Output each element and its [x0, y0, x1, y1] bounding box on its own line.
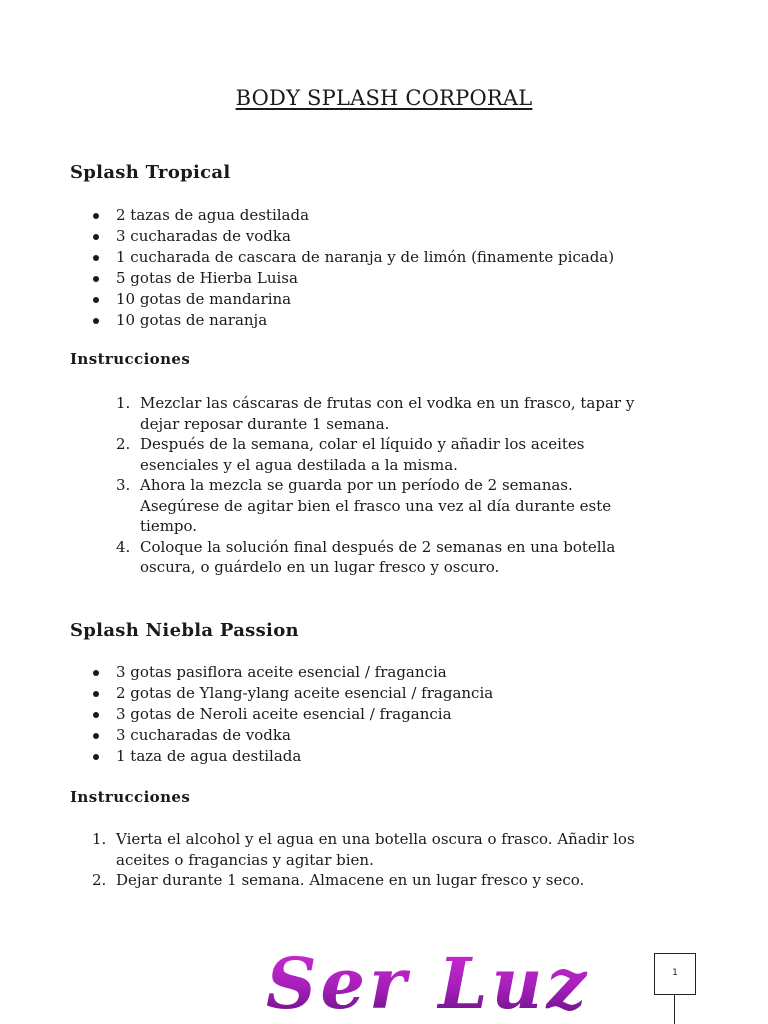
- step-text-line: dejar reposar durante 1 semana.: [140, 414, 390, 433]
- step-number: 2.: [116, 435, 131, 453]
- page-number-rule: [674, 995, 675, 1024]
- step-item: [92, 870, 635, 891]
- list-item: 10 gotas de mandarina: [90, 289, 614, 310]
- step-number: 1.: [92, 830, 107, 848]
- list-item: 2 tazas de agua destilada: [90, 205, 614, 226]
- list-item: 10 gotas de naranja: [90, 310, 614, 331]
- ingredient-list-tropical: [90, 205, 614, 331]
- step-number: 1.: [116, 394, 131, 412]
- page-number: 1: [672, 968, 678, 978]
- list-item: 3 gotas de Neroli aceite esencial / fragancia: [90, 704, 493, 725]
- step-item: [92, 829, 635, 870]
- step-number: 2.: [92, 871, 107, 889]
- steps-list-tropical: [116, 393, 635, 578]
- ser-luz-logo: [262, 928, 591, 1024]
- page-number-box: [654, 953, 696, 995]
- step-item: [116, 475, 634, 537]
- step-text-line: aceites o fragancias y agitar bien.: [116, 850, 374, 869]
- step-item: [116, 537, 634, 578]
- step-number: 4.: [116, 537, 131, 556]
- step-text-line: oscura, o guárdelo en un lugar fresco y oscuro.: [140, 558, 500, 576]
- step-text-line: Mezclar las cáscaras de frutas con el vodka en un frasco, tapar y: [140, 394, 635, 412]
- page-title: BODY SPLASH CORPORAL: [235, 86, 533, 110]
- list-item: 3 cucharadas de vodka: [90, 226, 614, 247]
- step-text-line: tiempo.: [140, 517, 198, 535]
- list-item: 1 cucharada de cascara de naranja y de limón (finamente picada): [90, 247, 614, 268]
- step-text-line: esenciales y el agua destilada a la misma.: [140, 455, 458, 474]
- ingredient-list-passion: [90, 662, 493, 767]
- step-text-line: Ahora la mezcla se guarda por un período de 2 semanas.: [140, 476, 573, 494]
- step-text-line: Dejar durante 1 semana. Almacene en un lugar fresco y seco.: [116, 871, 585, 889]
- step-item: [116, 434, 634, 475]
- list-item: 2 gotas de Ylang-ylang aceite esencial / fragancia: [90, 683, 493, 704]
- step-text-line: Después de la semana, colar el líquido y añadir los aceites: [140, 435, 585, 453]
- section-heading-passion: Splash Niebla Passion: [70, 620, 299, 641]
- list-item: 3 gotas pasiflora aceite esencial / fragancia: [90, 662, 493, 683]
- step-text-line: Vierta el alcohol y el agua en una botella oscura o frasco. Añadir los: [116, 830, 635, 848]
- steps-list-passion: [92, 829, 635, 891]
- list-item: 1 taza de agua destilada: [90, 746, 493, 767]
- list-item: 5 gotas de Hierba Luisa: [90, 268, 614, 289]
- step-item: [116, 393, 635, 434]
- instructions-heading-tropical: Instrucciones: [70, 350, 191, 368]
- step-text-line: Coloque la solución final después de 2 semanas en una botella: [140, 537, 616, 556]
- list-item: 3 cucharadas de vodka: [90, 725, 493, 746]
- instructions-heading-passion: Instrucciones: [70, 788, 191, 806]
- logo-text: Ser Luz: [266, 942, 591, 1024]
- step-text-line: Asegúrese de agitar bien el frasco una vez al día durante este: [140, 496, 612, 515]
- section-heading-tropical: Splash Tropical: [70, 162, 231, 183]
- step-number: 3.: [116, 476, 131, 494]
